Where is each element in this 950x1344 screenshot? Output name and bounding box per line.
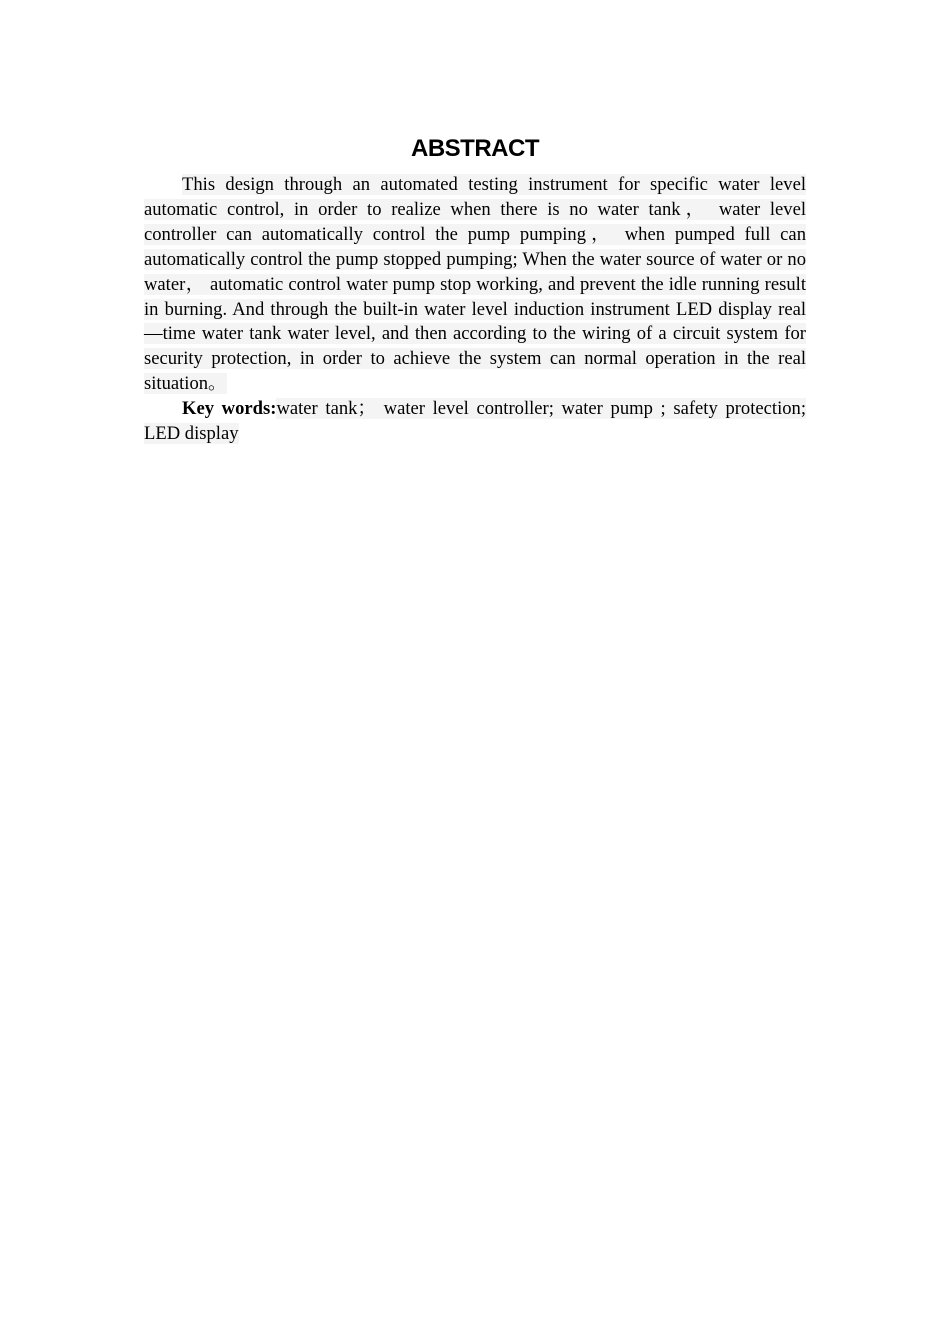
abstract-title: ABSTRACT (411, 135, 539, 162)
keywords-paragraph (144, 397, 806, 447)
abstract-body-text: This design through an automated testing instrument for specific water level automatic control, in order to realize when there is no water tank， water level controller can automatically control the pump pumping， when pumped full can automatically control the pump stopped pumping; When the water source of water or no water， automatic control water pump stop working, and prevent the idle running result in burning. And through the built-in water level induction instrument LED display real—time water tank water level, and then according to the wiring of a circuit system for security protection, in order to achieve the system can normal operation in the real situation。 (144, 174, 806, 395)
keywords-text: water tank； water level controller; water pump ; safety protection; LED display (144, 398, 806, 445)
abstract-section (144, 132, 806, 447)
keywords-label: Key words: (182, 398, 277, 420)
abstract-paragraph (144, 173, 806, 397)
